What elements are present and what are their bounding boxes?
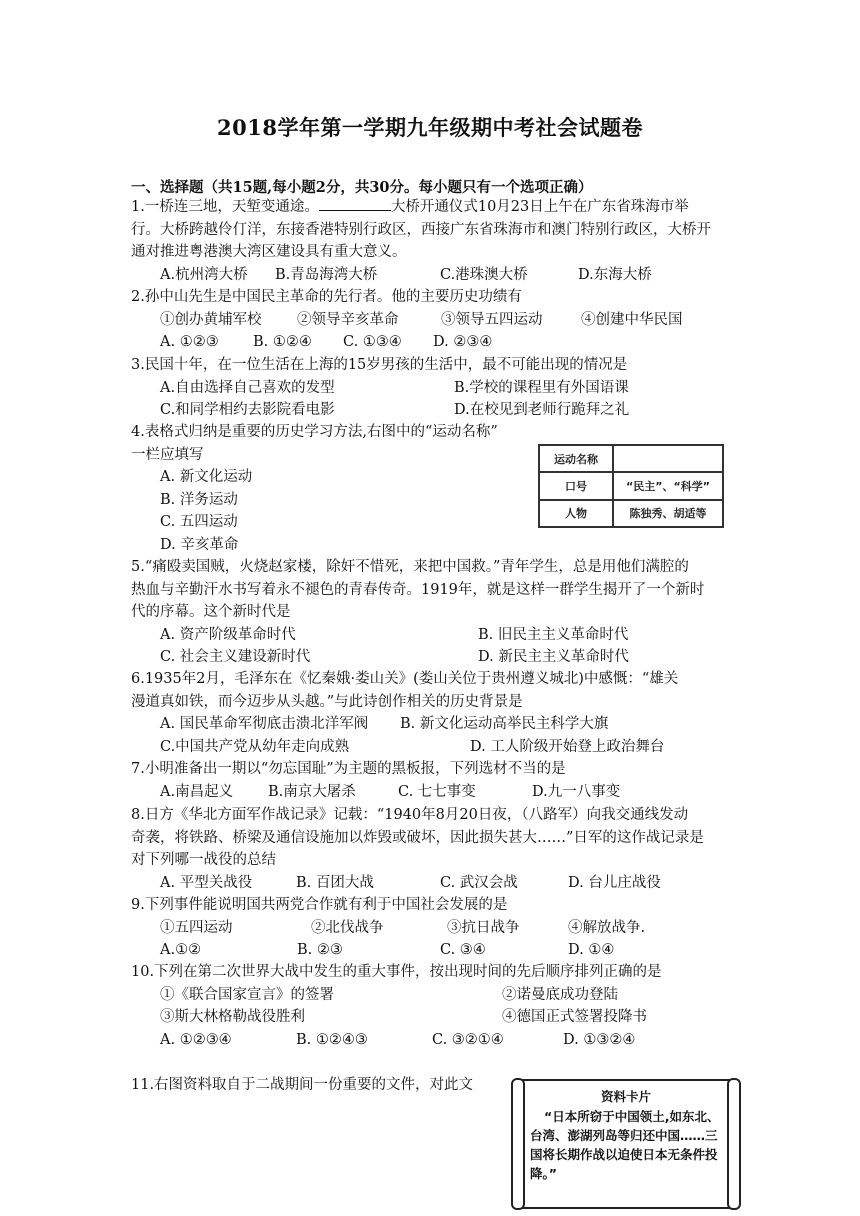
q5-text: 5.“痛殴卖国贼，火烧赵家楼，除奸不惜死，来把中国救。”青年学生，总是用他们满腔的 — [131, 559, 689, 575]
movement-summary-table — [538, 444, 724, 528]
q6-options-row1 — [131, 713, 731, 736]
q3-stem: 3.民国十年，在一位生活在上海的15岁男孩的生活中，最不可能出现的情况是 — [131, 357, 628, 373]
q10-items-row1 — [131, 984, 731, 1007]
q9-options — [131, 939, 731, 962]
q1-blank — [319, 196, 391, 211]
q10-option-a[interactable]: A. ①②③④ — [160, 1031, 232, 1048]
q3-option-a[interactable]: A.自由选择自己喜欢的发型 — [160, 379, 335, 396]
q2-option-d[interactable]: D. ②③④ — [433, 334, 493, 351]
q11-stem: 11.右图资料取自于二战期间一份重要的文件，对此文 — [131, 1077, 474, 1093]
q6-options-row2 — [131, 736, 731, 759]
q2-stem: 2.孙中山先生是中国民主革命的先行者。他的主要历史功绩有 — [131, 289, 522, 305]
table-cell: 运动名称 — [539, 445, 613, 472]
q1-options — [131, 264, 731, 287]
q7-option-b[interactable]: B.南京大屠杀 — [268, 783, 356, 800]
q2-options — [131, 331, 731, 354]
q2-option-c[interactable]: C. ①③④ — [343, 334, 402, 351]
material-card-scroll — [518, 1079, 734, 1209]
question-10 — [131, 961, 731, 1051]
question-6 — [131, 668, 731, 758]
q10-option-b[interactable]: B. ①②④③ — [296, 1031, 368, 1048]
table-cell: 陈独秀、胡适等 — [613, 500, 723, 527]
q3-options-row1 — [131, 377, 731, 400]
q4-option-d[interactable]: D. 辛亥革命 — [160, 536, 239, 553]
material-card-text: “日本所窃于中国领土,如东北、台湾、澎湖列岛等归还中国……三国将长期作战以迫使日本无条件投降。” — [530, 1109, 720, 1181]
q9-option-a[interactable]: A.①② — [160, 942, 202, 959]
q10-option-d[interactable]: D. ①③②④ — [563, 1031, 636, 1048]
q4-stem: 4.表格式归纳是重要的历史学习方法,右图中的“运动名称” — [131, 424, 498, 440]
q2-option-a[interactable]: A. ①②③ — [160, 334, 219, 351]
q10-item: ③斯大林格勒战役胜利 — [160, 1009, 305, 1026]
q2-item: ③领导五四运动 — [441, 311, 543, 328]
q2-item: ②领导辛亥革命 — [297, 311, 399, 328]
q10-items-row2 — [131, 1006, 731, 1029]
q10-option-c[interactable]: C. ③②①④ — [432, 1031, 504, 1048]
q5-option-c[interactable]: C. 社会主义建设新时代 — [160, 649, 311, 666]
q8-option-b[interactable]: B. 百团大战 — [296, 874, 374, 891]
question-2 — [131, 286, 731, 354]
q8-text: 8.日方《华北方面军作战记录》记载：“1940年8月20日夜，（八路军）向我交通线发动 — [131, 807, 689, 823]
q2-items — [131, 309, 731, 332]
q4-option-b[interactable]: B. 洋务运动 — [160, 491, 238, 508]
q9-stem: 9.下列事件能说明国共两党合作就有利于中国社会发展的是 — [131, 897, 508, 913]
table-cell: “民主”、“科学” — [613, 472, 723, 499]
exam-title: 2018学年第一学期九年级期中考社会试题卷 — [217, 115, 643, 140]
table-cell-blank — [613, 445, 723, 472]
question-8 — [131, 804, 731, 894]
q1-text: 大桥开通仪式10月23日上午在广东省珠海市举 — [390, 199, 689, 215]
q6-option-b[interactable]: B. 新文化运动高举民主科学大旗 — [400, 716, 609, 733]
q10-item: ④德国正式签署投降书 — [502, 1009, 647, 1026]
question-7 — [131, 758, 731, 803]
q8-text: 对下列哪一战役的总结 — [131, 852, 276, 869]
section-heading: 一、选择题（共15题,每小题2分，共30分。每小题只有一个选项正确） — [131, 179, 593, 196]
q9-item: ④解放战争. — [568, 919, 646, 936]
table-cell: 口号 — [539, 472, 613, 499]
question-9 — [131, 894, 731, 962]
q3-option-d[interactable]: D.在校见到老师行跪拜之礼 — [454, 402, 630, 419]
q9-item: ③抗日战争 — [447, 919, 520, 936]
q8-option-c[interactable]: C. 武汉会战 — [440, 874, 518, 891]
q5-text: 代的序幕。这个新时代是 — [131, 604, 291, 621]
q2-item: ①创办黄埔军校 — [160, 311, 262, 328]
q7-option-d[interactable]: D.九一八事变 — [532, 783, 621, 800]
q4-option-c[interactable]: C. 五四运动 — [160, 514, 238, 531]
q4-option-a[interactable]: A. 新文化运动 — [160, 469, 253, 486]
q3-options-row2 — [131, 399, 731, 422]
q1-option-b[interactable]: B.青岛海湾大桥 — [275, 266, 378, 283]
q2-option-b[interactable]: B. ①②④ — [253, 334, 312, 351]
q4-stem: 一栏应填写 — [131, 446, 204, 463]
q7-options — [131, 781, 731, 804]
question-3 — [131, 354, 731, 422]
q1-option-c[interactable]: C.港珠澳大桥 — [440, 266, 528, 283]
q6-text: 6.1935年2月，毛泽东在《忆秦娥·娄山关》(娄山关位于贵州遵义城北)中感慨：“雄关 — [131, 671, 679, 687]
q5-option-b[interactable]: B. 旧民主主义革命时代 — [478, 626, 629, 643]
q1-option-d[interactable]: D.东海大桥 — [578, 266, 652, 283]
q10-item: ②诺曼底成功登陆 — [502, 986, 618, 1003]
q3-option-c[interactable]: C.和同学相约去影院看电影 — [160, 402, 335, 419]
q8-option-a[interactable]: A. 平型关战役 — [160, 874, 253, 891]
q7-option-c[interactable]: C. 七七事变 — [398, 783, 476, 800]
q9-option-c[interactable]: C. ③④ — [440, 942, 486, 959]
q9-items — [131, 917, 731, 940]
q10-options — [131, 1029, 731, 1052]
table-cell: 人物 — [539, 500, 613, 527]
q9-option-d[interactable]: D. ①④ — [568, 942, 615, 959]
q5-option-d[interactable]: D. 新民主主义革命时代 — [478, 649, 629, 666]
q5-options-row2 — [131, 646, 731, 669]
q7-stem: 7.小明准备出一期以“勿忘国耻”为主题的黑板报，下列选材不当的是 — [131, 761, 566, 777]
q9-option-b[interactable]: B. ②③ — [297, 942, 343, 959]
q1-option-a[interactable]: A.杭州湾大桥 — [160, 266, 248, 283]
q8-option-d[interactable]: D. 台儿庄战役 — [568, 874, 661, 891]
q9-item: ①五四运动 — [160, 919, 233, 936]
q6-option-a[interactable]: A. 国民革命军彻底击溃北洋军阀 — [160, 716, 369, 733]
question-5 — [131, 556, 731, 669]
q6-option-c[interactable]: C.中国共产党从幼年走向成熟 — [160, 738, 350, 755]
q8-options — [131, 872, 731, 895]
q7-option-a[interactable]: A.南昌起义 — [160, 783, 234, 800]
material-card-title: 资料卡片 — [600, 1089, 651, 1104]
q10-stem: 10.下列在第二次世界大战中发生的重大事件，按出现时间的先后顺序排列正确的是 — [131, 964, 662, 980]
q9-item: ②北伐战争 — [311, 919, 384, 936]
q6-text: 漫道真如铁，而今迈步从头越。”与此诗创作相关的历史背景是 — [131, 693, 523, 710]
q5-options-row1 — [131, 624, 731, 647]
q5-option-a[interactable]: A. 资产阶级革命时代 — [160, 626, 296, 643]
q6-option-d[interactable]: D. 工人阶级开始登上政治舞台 — [470, 738, 665, 755]
q1-text: 1.一桥连三地，天堑变通途。 — [131, 199, 319, 215]
q3-option-b[interactable]: B.学校的课程里有外国语课 — [454, 379, 629, 396]
q5-text: 热血与辛勤汗水书写着永不褪色的青春传奇。1919年，就是这样一群学生揭开了一个新时 — [131, 581, 705, 598]
q8-text: 奇袭，将铁路、桥梁及通信设施加以炸毁或破坏，因此损失甚大……”日军的这作战记录是 — [131, 829, 704, 846]
q10-item: ①《联合国家宣言》的签署 — [160, 986, 334, 1003]
question-1 — [131, 196, 731, 286]
q2-item: ④创建中华民国 — [581, 311, 683, 328]
q1-text: 行。大桥跨越伶仃洋，东接香港特别行政区，西接广东省珠海市和澳门特别行政区，大桥开 — [131, 221, 711, 238]
q1-text: 通对推进粤港澳大湾区建设具有重大意义。 — [131, 244, 407, 261]
